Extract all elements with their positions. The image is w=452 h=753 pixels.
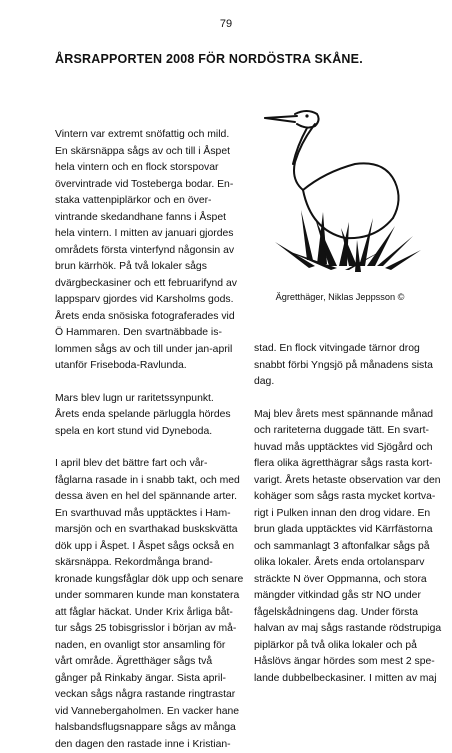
text-line: brun glada upptäcktes vid Kärrfästorna (254, 522, 432, 539)
text-line: kronade kungsfåglar dök upp och senare (55, 572, 233, 589)
text-line: marsjön och en svarthakad buskskvätta (55, 522, 233, 539)
text-line: under sommaren kunde man konstatera (55, 588, 233, 605)
text-line: hela vintern. I mitten av januari gjordes (55, 226, 233, 243)
text-line: Årets enda spelande pärluggla hördes (55, 407, 233, 424)
text-line: hela vintern och en flock storspovar (55, 160, 233, 177)
text-line: snabbt förbi Yngsjö på månadens sista (254, 358, 432, 375)
text-line: naden, en ovanligt stor ansamling för (55, 638, 233, 655)
text-line: mängder vitkindad gås str NO under (254, 588, 432, 605)
text-line: skärsnäppa. Rekordmånga brand- (55, 555, 233, 572)
paragraph-april-cont (254, 341, 432, 391)
text-line: flera olika ägretthägrar sågs rasta kort- (254, 456, 432, 473)
text-line: Håslövs ängar hördes som mest 2 spe- (254, 654, 432, 671)
text-line: utanför Friseboda-Ravlunda. (55, 358, 233, 375)
text-line: piplärkor på två olika lokaler och på (254, 638, 432, 655)
text-line: dessa även en hel del spännande arter. (55, 489, 233, 506)
text-line: rigt i Pulken innan den drog vidare. En (254, 506, 432, 523)
text-line: lommen sågs av och till under jan-april (55, 342, 233, 359)
text-line: kohäger som sågs rasta mycket kortva- (254, 489, 432, 506)
text-line: I april blev det bättre fart och vår- (55, 456, 233, 473)
text-line: gånger på Rinkaby ängar. Sista april- (55, 671, 233, 688)
text-line: och sammanlagt 3 aftonfalkar sågs på (254, 539, 432, 556)
right-column (254, 341, 432, 687)
text-line: olika lokaler. Årets enda ortolansparv (254, 555, 432, 572)
paragraph-april (55, 456, 233, 753)
text-line: Vintern var extremt snöfattig och mild. (55, 127, 233, 144)
text-line: dag. (254, 374, 432, 391)
paragraph-march (55, 391, 233, 441)
text-line: veckan sågs några rastande ringtrastar (55, 687, 233, 704)
text-line: lande dubbelbeckasiner. I mitten av maj (254, 671, 432, 688)
text-line: Maj blev årets mest spännande månad (254, 407, 432, 424)
text-line: vårt område. Ägretthäger sågs två (55, 654, 233, 671)
article-heading: ÅRSRAPPORTEN 2008 FÖR NORDÖSTRA SKÅNE. (55, 52, 363, 66)
text-line: vid Vannebergaholmen. En vacker hane (55, 704, 233, 721)
paragraph-may (254, 407, 432, 688)
text-line: En svarthuvad mås upptäcktes i Ham- (55, 506, 233, 523)
text-line: halsbandsflugsnappare sågs av många (55, 720, 233, 737)
text-line: den dagen den rastade inne i Kristian- (55, 737, 233, 753)
page-number: 79 (0, 18, 452, 30)
text-line: dök upp i Åspet. I Åspet sågs också en (55, 539, 233, 556)
text-line: brun kärrhök. På två lokaler sågs (55, 259, 233, 276)
egret-illustration (245, 100, 435, 290)
egret-icon (245, 100, 435, 290)
text-line: fåglarna rasade in i snabb takt, och med (55, 473, 233, 490)
paragraph-winter (55, 127, 233, 375)
text-line: fågelskådningens dag. Under första (254, 605, 432, 622)
text-line: Ö Hammaren. Den svartnäbbade is- (55, 325, 233, 342)
text-line: halvan av maj sågs rastande rödstrupiga (254, 621, 432, 638)
text-line: En skärsnäppa sågs av och till i Åspet (55, 144, 233, 161)
text-line: spela en kort stund vid Dyneboda. (55, 424, 233, 441)
left-column (55, 127, 233, 753)
text-line: varigt. Årets hetaste observation var den (254, 473, 432, 490)
text-line: Årets enda snösiska fotograferades vid (55, 309, 233, 326)
text-line: och rariteterna duggade tätt. En svart- (254, 423, 432, 440)
text-line: stad. En flock vitvingade tärnor drog (254, 341, 432, 358)
text-line: att fåglar häckat. Under Krix årliga båt- (55, 605, 233, 622)
text-line: staka vattenpiplärkor och en över- (55, 193, 233, 210)
text-line: lappsparv gjordes vid Karsholms gods. (55, 292, 233, 309)
figure-caption: Ägretthäger, Niklas Jeppsson © (240, 292, 440, 302)
text-line: områdets första vinterfynd någonsin av (55, 243, 233, 260)
text-line: vintrande skedandhane fanns i Åspet (55, 210, 233, 227)
text-line: dvärgbeckasiner och ett februarifynd av (55, 276, 233, 293)
text-line: sträckte N över Oppmanna, och stora (254, 572, 432, 589)
text-line: tur sågs 25 tobisgrisslor i början av må- (55, 621, 233, 638)
text-line: Mars blev lugn ur raritetssynpunkt. (55, 391, 233, 408)
text-line: övervintrade vid Tosteberga bodar. En- (55, 177, 233, 194)
text-line: huvad mås upptäcktes vid Sjögård och (254, 440, 432, 457)
